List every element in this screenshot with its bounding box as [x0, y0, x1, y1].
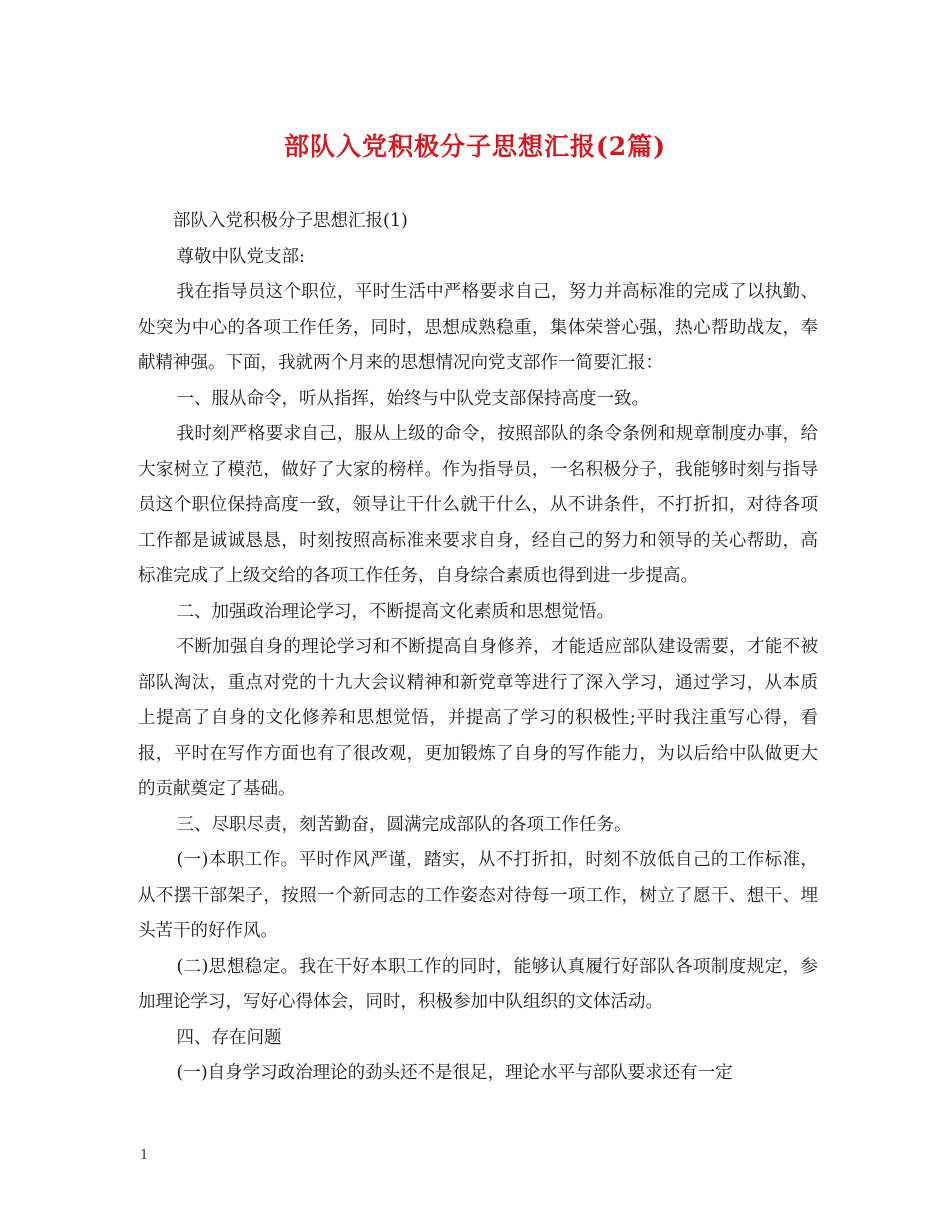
document-body [138, 204, 818, 1092]
page-number: 1 [140, 1148, 149, 1163]
body-paragraph: (二)思想稳定。我在干好本职工作的同时，能够认真履行好部队各项制度规定，参加理论学习，写好心得体会，同时，积极参加中队组织的文体活动。 [138, 956, 818, 1012]
body-paragraph: (一)本职工作。平时作风严谨，踏实，从不打折扣，时刻不放低自己的工作标准，从不摆干部架子，按照一个新同志的工作姿态对待每一项工作，树立了愿干、想干、埋头苦干的好作风。 [138, 850, 818, 941]
body-paragraph: 我在指导员这个职位，平时生活中严格要求自己，努力并高标准的完成了以执勤、处突为中心的各项工作任务，同时，思想成熟稳重，集体荣誉心强，热心帮助战友，奉献精神强。下面，我就两个月来的思想情况向党支部作一简要汇报： [138, 282, 818, 373]
point-heading: 三、尽职尽责，刻苦勤奋，圆满完成部队的各项工作任务。 [176, 814, 632, 835]
salutation: 尊敬中队党支部: [176, 246, 305, 267]
point-heading: 一、服从命令，听从指挥，始终与中队党支部保持高度一致。 [176, 388, 649, 409]
section-heading: 部队入党积极分子思想汇报(1) [173, 211, 408, 231]
body-paragraph: 不断加强自身的理论学习和不断提高自身修养，才能适应部队建设需要，才能不被部队淘汰，重点对党的十九大会议精神和新党章等进行了深入学习，通过学习，从本质上提高了自身的文化修养和思想觉悟，并提高了学习的积极性;平时我注重写心得，看报，平时在写作方面也有了很改观，更加锻炼了自身的写作能力，为以后给中队做更大的贡献奠定了基础。 [138, 637, 818, 799]
document-title: 部队入党积极分子思想汇报(2篇) [283, 132, 667, 161]
body-paragraph: 我时刻严格要求自己，服从上级的命令，按照部队的条令条例和规章制度办事，给大家树立了模范，做好了大家的榜样。作为指导员，一名积极分子，我能够时刻与指导员这个职位保持高度一致，领导让干什么就干什么，从不讲条件，不打折扣，对待各项工作都是诚诚恳恳，时刻按照高标准来要求自身，经自己的努力和领导的关心帮助，高标准完成了上级交给的各项工作任务，自身综合素质也得到进一步提高。 [138, 424, 818, 586]
point-heading: 四、存在问题 [176, 1027, 282, 1048]
point-heading: 二、加强政治理论学习，不断提高文化素质和思想觉悟。 [176, 601, 614, 622]
body-paragraph: (一)自身学习政治理论的劲头还不是很足，理论水平与部队要求还有一定 [176, 1063, 733, 1083]
